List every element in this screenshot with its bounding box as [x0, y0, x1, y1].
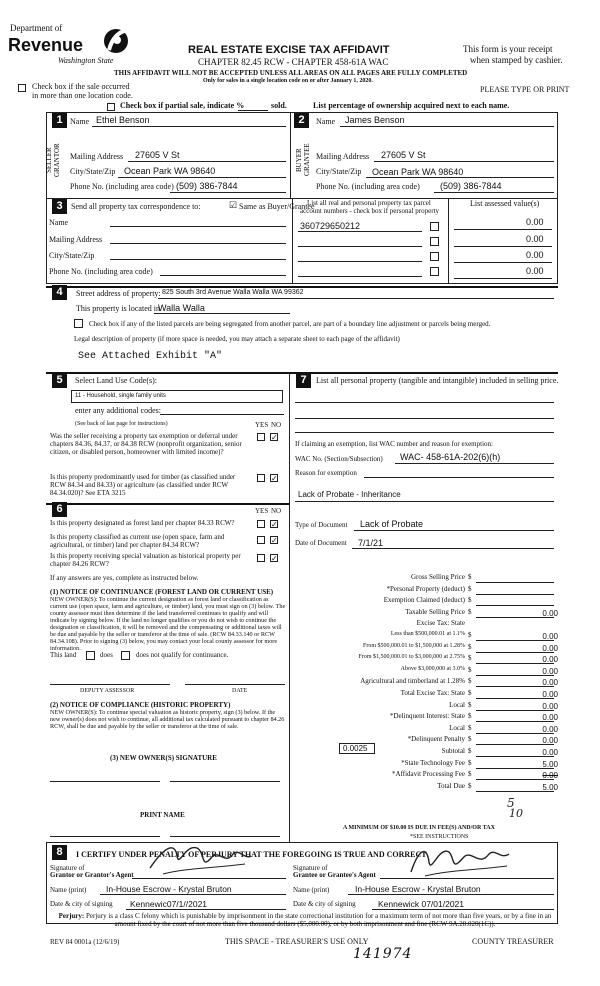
- tax-row-currency: $: [468, 643, 472, 651]
- assessed-line: [454, 246, 552, 247]
- tax-row-currency: $: [468, 677, 472, 685]
- tax-row-currency: $: [468, 573, 472, 581]
- s5-q1-yes[interactable]: [257, 433, 265, 441]
- tax-row-label: *Delinquent Penalty: [407, 735, 465, 743]
- seller-mailing-line: [128, 161, 286, 162]
- doc-type-line: [354, 530, 554, 531]
- tax-row-value[interactable]: 0.00: [542, 644, 558, 653]
- same-as-buyer-checkbox[interactable]: ☑: [229, 200, 238, 210]
- tax-row-currency: $: [468, 724, 472, 732]
- buyer-mailing-label: Mailing Address: [316, 152, 370, 161]
- tax-row-label: Local: [449, 701, 465, 709]
- partial-percent-line: [238, 110, 268, 111]
- seller-phone-label: Phone No. (including area code): [70, 182, 174, 191]
- tax-row-label: *Delinquent Interest: State: [389, 712, 465, 720]
- land-use-label: Select Land Use Code(s):: [75, 376, 157, 385]
- center-divider: [289, 372, 290, 842]
- section-8-number: 8: [52, 845, 67, 860]
- s5-q1-no[interactable]: ✓: [271, 433, 278, 442]
- tax-row-label: From $500,000.01 to $1,500,000 at 1.28%: [363, 643, 465, 649]
- tax-row-label: Less than $500,000.01 at 1.1%: [390, 631, 465, 637]
- personal-property-checkbox[interactable]: [430, 237, 439, 246]
- reason-label: Reason for exemption: [295, 469, 357, 477]
- reason-line-1: [364, 477, 554, 478]
- located-in[interactable]: Walla Walla: [158, 303, 205, 313]
- s6-q3-no[interactable]: ✓: [271, 554, 278, 563]
- grantee-print-name[interactable]: In-House Escrow - Krystal Bruton: [355, 884, 481, 894]
- street-address[interactable]: 825 South 3rd Avenue Walla Walla WA 99362: [162, 289, 304, 296]
- partial-sale-checkbox[interactable]: [107, 103, 115, 111]
- tax-row-label: Above $3,000,000 at 3.0%: [400, 666, 465, 672]
- section-5-number: 5: [52, 373, 67, 388]
- print-name-label: PRINT NAME: [140, 811, 185, 819]
- assessed-line: [454, 262, 552, 263]
- form-subtitle: CHAPTER 82.45 RCW - CHAPTER 458-61A WAC: [198, 57, 389, 67]
- tax-row-label: Exemption Claimed (deduct): [383, 596, 465, 604]
- parcel-line: [298, 231, 422, 232]
- corr-phone-line: [160, 275, 286, 276]
- s5-q2-text: Is this property predominantly used for timber (as classified under RCW 84.34 and 84.33) or agriculture (as classified under RCW 84.34.020)? See ETA 3215: [50, 473, 236, 497]
- tax-row-currency: $: [468, 585, 472, 593]
- section-6-number: 6: [52, 502, 67, 517]
- buyer-mailing[interactable]: 27605 V St: [381, 150, 426, 160]
- tax-row-label: Total Due: [437, 782, 465, 790]
- deputy-assessor-line: [50, 684, 170, 685]
- receipt-note-2: when stamped by cashier.: [470, 55, 563, 65]
- notice2-text: NEW OWNER(S): To continue special valuation as historic property, sign (3) below. If the new owner(s) does not wish to continue, all additional tax calculated pursuant to chapter 84.26 RCW, shall be due and payable by the seller or transferor at the time of sale.: [50, 709, 285, 730]
- located-in-line: [154, 313, 290, 314]
- s5-no-header: NO: [271, 421, 282, 429]
- treasurer-only-note: THIS SPACE - TREASURER'S USE ONLY: [225, 937, 369, 946]
- county-treasurer-label: COUNTY TREASURER: [472, 937, 554, 946]
- local-rate: 0.0025: [343, 744, 368, 753]
- exemption-label: If claiming an exemption, list WAC number and reason for exemption:: [295, 440, 493, 448]
- section-3-number: 3: [52, 199, 67, 214]
- wac-number[interactable]: WAC- 458-61A-202(6)(h): [400, 452, 501, 462]
- notice2-title: (2) NOTICE OF COMPLIANCE (HISTORIC PROPERTY): [50, 701, 231, 709]
- doc-date[interactable]: 7/1/21: [358, 538, 384, 548]
- street-address-line: [158, 298, 554, 299]
- tax-row-label: Agricultural and timberland at 1.28%: [360, 677, 465, 685]
- section6-rule: [46, 503, 289, 505]
- new-owner-sig-line-2: [170, 781, 280, 782]
- tax-row-value[interactable]: 0.00: [542, 713, 558, 722]
- notice1-title: (1) NOTICE OF CONTINUANCE (FOREST LAND OR CURRENT USE): [50, 588, 274, 596]
- multi-location-label-1: Check box if the sale occurred: [32, 82, 130, 91]
- tax-row-value[interactable]: 0.00: [542, 609, 558, 618]
- s6-q1-text: Is this property designated as forest land per chapter 84.33 RCW?: [50, 519, 235, 527]
- grantee-signature: [405, 840, 515, 880]
- parcel-line: [298, 276, 422, 277]
- doc-date-line: [352, 548, 554, 549]
- dept-line1: Department of: [10, 23, 63, 33]
- tax-row-currency: $: [468, 735, 472, 743]
- send-correspondence-label: Send all property tax correspondence to:: [71, 202, 201, 211]
- see-back-note: (See back of last page for instructions): [75, 421, 168, 427]
- tax-row-value[interactable]: 0.00: [542, 655, 558, 664]
- handwritten-receipt-number: 141974: [353, 946, 413, 962]
- tax-row-value[interactable]: 0.00: [542, 632, 558, 641]
- grantee-name-line: [348, 894, 554, 895]
- if-yes-note: If any answers are yes, complete as instructed below.: [50, 574, 199, 582]
- tax-row-currency: $: [468, 654, 472, 662]
- tax-row-currency: $: [468, 596, 472, 604]
- handwritten-total: 10: [509, 807, 523, 820]
- seller-name[interactable]: Ethel Benson: [96, 115, 150, 125]
- assessed-value[interactable]: 0.00: [526, 234, 544, 244]
- tax-row-value[interactable]: 0.00: [542, 678, 558, 687]
- corr-mailing-label: Mailing Address: [49, 235, 103, 244]
- parcels-header-2: account numbers - check box if personal property: [300, 207, 439, 215]
- corr-city-line: [110, 259, 286, 260]
- new-owner-sig-line-1: [50, 781, 160, 782]
- land-does-not-checkbox[interactable]: [121, 651, 130, 660]
- partial-sale-label: Check box if partial sale, indicate %: [120, 101, 245, 110]
- tax-row-currency: $: [468, 608, 472, 616]
- wac-label: WAC No. (Section/Subsection): [295, 455, 383, 463]
- assessed-line: [454, 278, 552, 279]
- s6-q3-yes[interactable]: [257, 554, 265, 562]
- assessed-value[interactable]: 0.00: [526, 250, 544, 260]
- minimum-due-note: A MINIMUM OF $10.00 IS DUE IN FEE(S) AND/OR TAX: [343, 825, 495, 831]
- tax-row-label: From $1,500,000.01 to $3,000,000 at 2.75%: [358, 654, 465, 660]
- form-title: REAL ESTATE EXCISE TAX AFFIDAVIT: [188, 44, 390, 56]
- multi-location-label-2: in more than one location code.: [32, 91, 133, 100]
- s6-no-header: NO: [271, 507, 282, 515]
- tax-row-currency: $: [468, 759, 472, 767]
- multi-location-checkbox[interactable]: [18, 84, 26, 92]
- assessor-date-line: [185, 684, 285, 685]
- grantor-print-name[interactable]: In-House Escrow - Krystal Bruton: [106, 884, 232, 894]
- s5-q2-yes[interactable]: [257, 474, 265, 482]
- segregated-checkbox[interactable]: [74, 319, 83, 328]
- parcel-number[interactable]: 360729650212: [300, 221, 361, 231]
- form-warning: THIS AFFIDAVIT WILL NOT BE ACCEPTED UNLESS ALL AREAS ON ALL PAGES ARE FULLY COMPLETED: [114, 69, 468, 77]
- s6-q2-text: Is this property classified as current use (open space, farm and agricultural, or timber) land per chapter 84.34 RCW?: [50, 533, 225, 549]
- s5-q1-text: Was the seller receiving a property tax exemption or deferral under chapters 84.36, 84.37, or 84.38 RCW (nonprofit organization, senior citizen, or disabled person, homeowner with limited income)?: [50, 432, 242, 456]
- perjury-label: Perjury:: [58, 912, 85, 920]
- same-as-buyer-label: Same as Buyer/Grantee: [239, 202, 315, 211]
- buyer-phone-label: Phone No. (including area code): [316, 182, 420, 191]
- dept-line2: Revenue: [8, 35, 84, 55]
- doc-date-label: Date of Document: [295, 539, 347, 547]
- doc-type-label: Type of Document: [295, 521, 348, 529]
- personal-property-checkbox[interactable]: [430, 252, 439, 261]
- dept-line3: Washington State: [58, 56, 114, 65]
- tax-row-currency: $: [468, 666, 472, 674]
- tax-row-label: Local: [449, 724, 465, 732]
- grantee-date-city[interactable]: Kennewick 07/01/2021: [378, 899, 465, 909]
- buyer-city-label: City/State/Zip: [316, 167, 362, 176]
- grantor-name-label: Name (print): [50, 886, 87, 894]
- personal-property-list-label: List all personal property (tangible and intangible) included in selling price.: [316, 376, 559, 385]
- parcel-line: [298, 261, 422, 262]
- seller-city-label: City/State/Zip: [70, 167, 116, 176]
- section4-rule: [46, 286, 558, 288]
- tax-row-line: [476, 605, 554, 606]
- grantor-date-line: [126, 909, 286, 910]
- s6-q2-no[interactable]: ✓: [271, 536, 278, 545]
- buyer-name-label: Name: [316, 117, 336, 126]
- seller-phone[interactable]: (509) 386-7844: [176, 181, 238, 191]
- tax-row-line: [476, 594, 554, 595]
- buyer-city[interactable]: Ocean Park WA 98640: [372, 167, 464, 177]
- certify-statement: I CERTIFY UNDER PENALTY OF PERJURY THAT THE FOREGOING IS TRUE AND CORRECT: [76, 850, 427, 859]
- receipt-note-1: This form is your receipt: [463, 44, 553, 54]
- grantor-sig-label-1: Signature of: [50, 864, 85, 872]
- buyer-name-line: [340, 126, 554, 127]
- section-1-number: 1: [52, 113, 67, 128]
- personal-line-3: [295, 432, 554, 433]
- tax-row-line: [476, 582, 554, 583]
- doc-type[interactable]: Lack of Probate: [360, 519, 424, 529]
- street-address-label: Street address of property:: [76, 289, 161, 298]
- grantee-date-line: [372, 909, 554, 910]
- legal-description[interactable]: See Attached Exhibit "A": [78, 351, 223, 362]
- s5-yes-header: YES: [255, 421, 269, 429]
- partial-sold-label: sold.: [271, 101, 287, 110]
- handwritten-fee: 5: [507, 796, 515, 810]
- tax-row-currency: $: [468, 712, 472, 720]
- tax-row-currency: $: [468, 770, 472, 778]
- grantee-sig-label-1: Signature of: [293, 864, 328, 872]
- buyer-phone[interactable]: (509) 386-7844: [440, 181, 502, 191]
- deputy-assessor-label: DEPUTY ASSESSOR: [80, 688, 135, 694]
- corr-mailing-line: [110, 243, 286, 244]
- buyer-name[interactable]: James Benson: [345, 115, 405, 125]
- exemption-reason[interactable]: Lack of Probate - Inheritance: [298, 490, 401, 499]
- located-in-label: This property is located in: [76, 304, 160, 313]
- buyer-grantee-label: BUYER GRANTEE: [295, 143, 311, 177]
- tax-row-value[interactable]: 0.00: [542, 725, 558, 734]
- assessed-divider: [448, 198, 449, 284]
- buyer-mailing-line: [374, 161, 554, 162]
- grantee-date-label: Date & city of signing: [293, 900, 356, 908]
- seller-name-line: [92, 126, 286, 127]
- see-instructions-note: *SEE INSTRUCTIONS: [410, 834, 469, 840]
- wac-line: [395, 463, 554, 464]
- single-location-note: Only for sales in a single location code on or after January 1, 2020.: [203, 78, 373, 84]
- seller-phone-line: [170, 192, 286, 193]
- personal-line-2: [295, 418, 554, 419]
- notice1-text: NEW OWNER(S): To continue the current designation as forest land or classification as current use (open space, farm and agriculture, or timber) land, you must sign on (3) below. The county assessor must then determine if the land transferred continues to qualify and will indicate by signing below. If the land no longer qualifies or you do not wish to continue the designation or classification, it will be removed and the compensating or additional taxes will be due and payable by the seller or transferor at the time of sale. (RCW 84.33.140 or RCW 84.34.108). Prior to signing (3) below, you may contact your local county assessor for more information.: [50, 596, 286, 652]
- legal-description-label: Legal description of property (if more space is needed, you may attach a separate sheet to each page of the affidavit): [74, 335, 400, 343]
- section-2-number: 2: [294, 113, 309, 128]
- additional-codes-label: enter any additional codes:: [75, 406, 161, 415]
- tax-row-currency: $: [468, 631, 472, 639]
- buyer-phone-line: [434, 192, 554, 193]
- seller-mailing[interactable]: 27605 V St: [135, 150, 180, 160]
- tax-row-label: *Personal Property (deduct): [386, 585, 465, 593]
- print-name-line-1: [50, 836, 160, 837]
- assessor-date-label: DATE: [232, 688, 248, 694]
- tax-row-currency: $: [468, 701, 472, 709]
- tax-row-label: Gross Selling Price: [410, 573, 465, 581]
- additional-codes-line: [160, 414, 284, 415]
- assessed-line: [454, 229, 552, 230]
- land-does-not-label: does not qualify for continuance.: [136, 651, 229, 659]
- tax-row-label: Total Excise Tax: State: [400, 689, 465, 697]
- tax-row-value[interactable]: 0.00: [542, 771, 558, 780]
- s6-q1-yes[interactable]: [257, 520, 265, 528]
- grantor-name-line: [100, 894, 286, 895]
- tax-row-value[interactable]: 0.00: [542, 667, 558, 676]
- tax-row-label: Subtotal: [441, 747, 465, 755]
- parcels-header-1: List all real and personal property tax parcel: [307, 199, 431, 207]
- s6-q2-yes[interactable]: [257, 536, 265, 544]
- s6-q3-text: Is this property receiving special valuation as historical property per chapter 84.26 RCW?: [50, 552, 241, 568]
- assessed-value[interactable]: 0.00: [526, 266, 544, 276]
- s5-q2-no[interactable]: ✓: [271, 474, 278, 483]
- segregated-label: Check box if any of the listed parcels are being segregated from another parcel, are part of a boundary line adjustment or parcels being merged.: [89, 320, 491, 328]
- land-does-label: does: [100, 651, 113, 659]
- corr-city-label: City/State/Zip: [49, 251, 95, 260]
- tax-row-value[interactable]: 0.00: [542, 702, 558, 711]
- corr-phone-label: Phone No. (including area code): [49, 267, 153, 276]
- assessed-header: List assessed value(s): [470, 199, 540, 208]
- type-or-print-note: PLEASE TYPE OR PRINT: [480, 85, 570, 94]
- tax-row-currency: $: [468, 782, 472, 790]
- dor-logo-mark-icon: [103, 26, 129, 56]
- this-land-label: This land: [50, 651, 77, 659]
- buyer-city-line: [366, 177, 554, 178]
- s6-q1-no[interactable]: ✓: [271, 520, 278, 529]
- tax-row-currency: $: [468, 747, 472, 755]
- personal-property-checkbox[interactable]: [430, 222, 439, 231]
- parties-divider: [290, 112, 291, 198]
- tax-row-value[interactable]: 0.00: [542, 748, 558, 757]
- tax-row-label: *State Technology Fee: [401, 759, 465, 767]
- personal-line-1: [295, 402, 554, 403]
- tax-row-value[interactable]: 0.00: [542, 736, 558, 745]
- new-owner-signature-label: (3) NEW OWNER(S) SIGNATURE: [110, 754, 217, 762]
- ownership-note: List percentage of ownership acquired next to each name.: [313, 101, 510, 110]
- perjury-text: Perjury is a class C felony which is punishable by imprisonment in the state correctional institution for a maximum term of not more than five years, or by a fine in an amount fixed by the court of not more than five thousand dollars ($5,000.00), or by both imprisonment and fine (RCW 9A.20.020(1C)).: [86, 912, 552, 928]
- assessed-value[interactable]: 0.00: [526, 217, 544, 227]
- grantor-date-label: Date & city of signing: [50, 900, 113, 908]
- corr-name-line: [110, 226, 286, 227]
- s6-yes-header: YES: [255, 507, 269, 515]
- tax-row-label: *Affidavit Processing Fee: [392, 770, 465, 778]
- section-4-number: 4: [52, 285, 67, 300]
- seller-city[interactable]: Ocean Park WA 98640: [124, 166, 216, 176]
- seller-mailing-label: Mailing Address: [70, 152, 124, 161]
- seller-city-line: [118, 177, 286, 178]
- section-7-number: 7: [296, 373, 311, 388]
- grantor-date-city[interactable]: Kennewic07/1//2021: [130, 899, 208, 909]
- corr-name-label: Name: [49, 218, 69, 227]
- tax-row-currency: $: [468, 689, 472, 697]
- tax-row-value[interactable]: 0.00: [542, 690, 558, 699]
- seller-name-label: Name: [70, 117, 90, 126]
- parcel-line: [298, 246, 422, 247]
- grantee-sig-label-2: Grantee or Grantee's Agent: [293, 871, 376, 879]
- perjury-notice: [54, 913, 556, 929]
- reason-line-2: [295, 501, 554, 502]
- print-name-line-2: [170, 836, 280, 837]
- land-does-checkbox[interactable]: [86, 651, 95, 660]
- tax-row-label: Excise Tax: State: [416, 619, 465, 627]
- personal-property-checkbox[interactable]: [430, 267, 439, 276]
- grantor-sig-label-2: Grantor or Grantor's Agent: [50, 871, 134, 879]
- seller-grantor-label: SELLER GRANTOR: [45, 143, 61, 177]
- land-use-value: 11 - Household, single family units: [75, 393, 166, 399]
- tax-row-value[interactable]: 5.00: [542, 783, 558, 792]
- grantee-name-label: Name (print): [293, 886, 330, 894]
- tax-row-label: Taxable Selling Price: [405, 608, 465, 616]
- grantor-signature: [145, 838, 255, 880]
- form-number: REV 84 0001a (12/6/19): [50, 938, 120, 946]
- tax-row-value[interactable]: 5.00: [542, 760, 558, 769]
